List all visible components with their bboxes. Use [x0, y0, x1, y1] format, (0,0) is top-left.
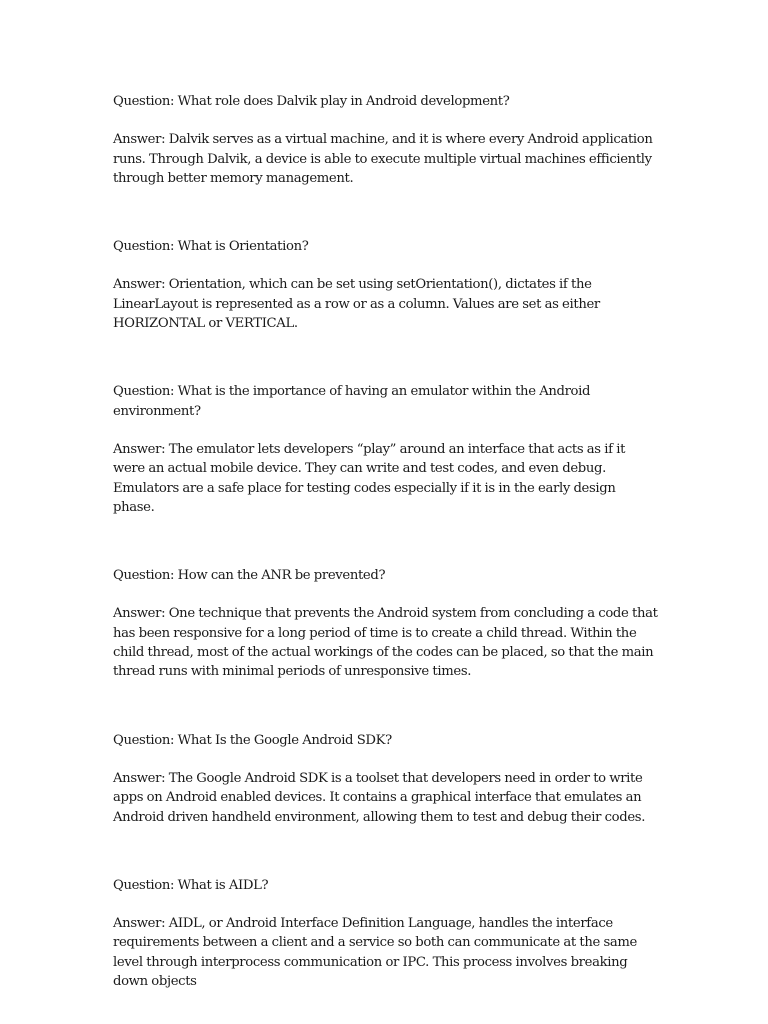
qa-item [113, 566, 658, 681]
question-text: Question: How can the ANR be prevented? [113, 568, 386, 584]
qa-item [113, 237, 658, 333]
question-text: Question: What is the importance of having an emulator within the Android environment? [113, 384, 591, 419]
answer-text: Answer: Dalvik serves as a virtual machine, and it is where every Android application runs. Through Dalvik, a device is able to execute multiple virtual machines efficiently through better memory management. [113, 132, 653, 186]
answer-text: Answer: AIDL, or Android Interface Definition Language, handles the interface requirements between a client and a service so both can communicate at the same level through interprocess communication or IPC. This process involves breaking down objects [113, 916, 638, 990]
answer-text: Answer: Orientation, which can be set using setOrientation(), dictates if the LinearLayout is represented as a row or as a column. Values are set as either HORIZONTAL or VERTICAL. [113, 277, 600, 332]
question-text: Question: What Is the Google Android SDK? [113, 732, 392, 748]
question-text: Question: What role does Dalvik play in Android development? [113, 94, 510, 109]
qa-item [113, 382, 658, 517]
answer-text: Answer: One technique that prevents the Android system from concluding a code that has been responsive for a long period of time is to create a child thread. Within the child thread, most of the actual workings of the codes can be placed, so that the main thread runs with minimal periods of unresponsive times. [113, 606, 658, 680]
answer-text: Answer: The Google Android SDK is a toolset that developers need in order to write apps on Android enabled devices. It contains a graphical interface that emulates an Android driven handheld environment, allowing them to test and debug their codes. [113, 770, 646, 825]
qa-item [113, 92, 658, 188]
question-text: Question: What is AIDL? [113, 877, 269, 893]
qa-item [113, 731, 658, 827]
qa-content [113, 92, 658, 991]
answer-text: Answer: The emulator lets developers “play” around an interface that acts as if it were an actual mobile device. They can write and test codes, and even debug. Emulators are a safe place for testing codes especially if it is in the early design phase. [113, 441, 626, 515]
question-text: Question: What is Orientation? [113, 239, 309, 255]
qa-item [113, 876, 658, 991]
